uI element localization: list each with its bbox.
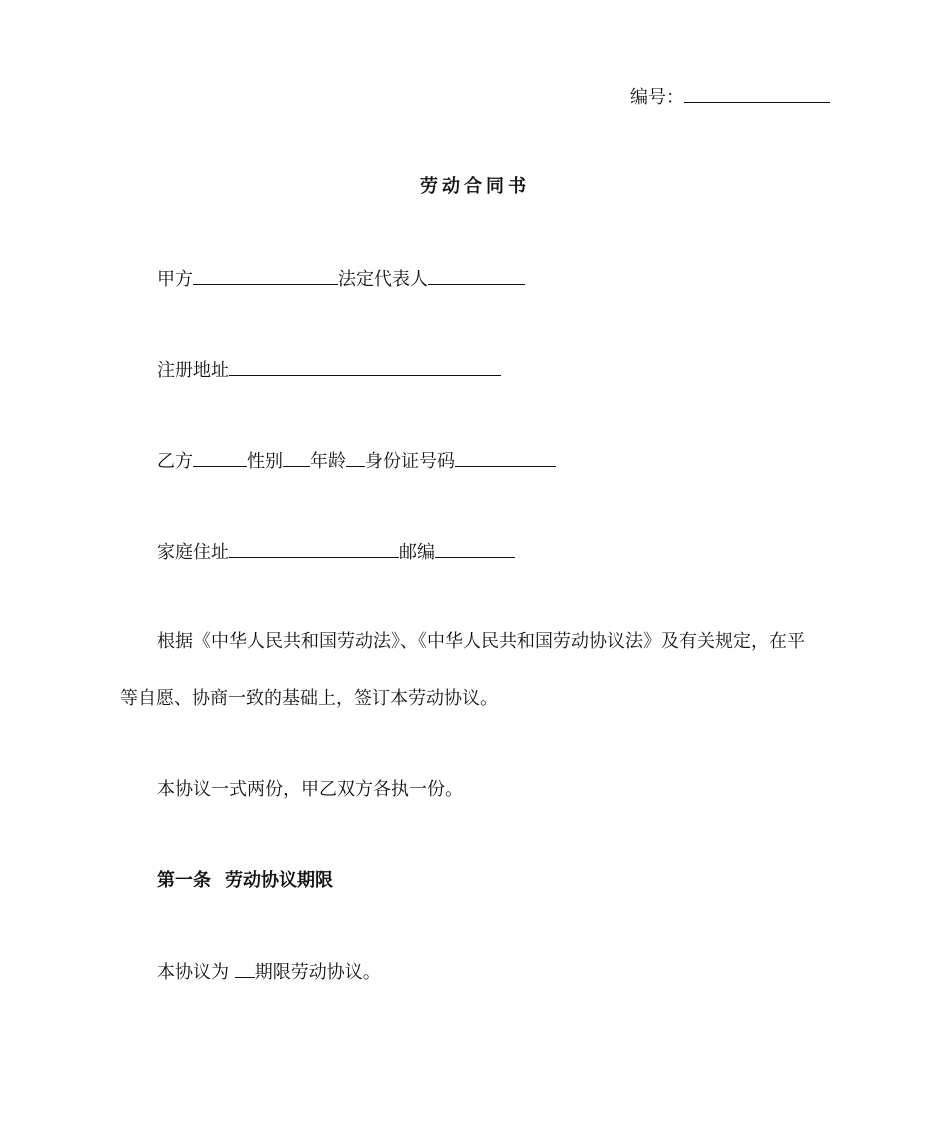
postcode-blank[interactable] [435,539,515,558]
party-b-label: 乙方 [157,451,193,472]
age-label: 年龄 [310,451,346,472]
party-a-label: 甲方 [157,269,193,290]
home-addr-row [157,539,515,566]
paragraph-1-line-1: 根据《中华人民共和国劳动法》、《中华人民共和国劳动协议法》及有关规定，在平 [157,631,805,652]
article-1-body [157,959,381,986]
article-1-title: 劳动协议期限 [225,870,333,891]
reg-addr-row [157,357,501,384]
term-type-blank[interactable] [235,959,255,978]
postcode-label: 邮编 [399,542,435,563]
id-blank[interactable] [455,448,556,467]
party-b-row [157,448,556,475]
gender-label: 性别 [247,451,283,472]
article-1-body-suffix: 期限劳动协议。 [254,962,381,983]
reg-addr-label: 注册地址 [157,360,229,381]
legal-rep-blank[interactable] [428,266,525,285]
home-addr-blank[interactable] [229,539,399,558]
document-number [630,84,830,111]
document-number-blank[interactable] [684,84,830,103]
party-b-blank[interactable] [193,448,247,467]
age-blank[interactable] [346,448,365,467]
party-a-row [157,266,525,293]
article-1-body-prefix: 本协议为 [157,962,235,983]
party-a-blank[interactable] [193,266,338,285]
article-1-heading [157,868,333,894]
paragraph-1-line-2: 等自愿、协商一致的基础上，签订本劳动协议。 [120,688,498,709]
paragraph-2: 本协议一式两份，甲乙双方各执一份。 [157,779,463,800]
document-title: 劳动合同书 [420,176,530,197]
document-number-label: 编号： [630,87,684,108]
gender-blank[interactable] [283,448,310,467]
reg-addr-blank[interactable] [229,357,501,376]
id-label: 身份证号码 [365,451,455,472]
article-1-number: 第一条 [157,870,211,891]
home-addr-label: 家庭住址 [157,542,229,563]
legal-rep-label: 法定代表人 [338,269,428,290]
